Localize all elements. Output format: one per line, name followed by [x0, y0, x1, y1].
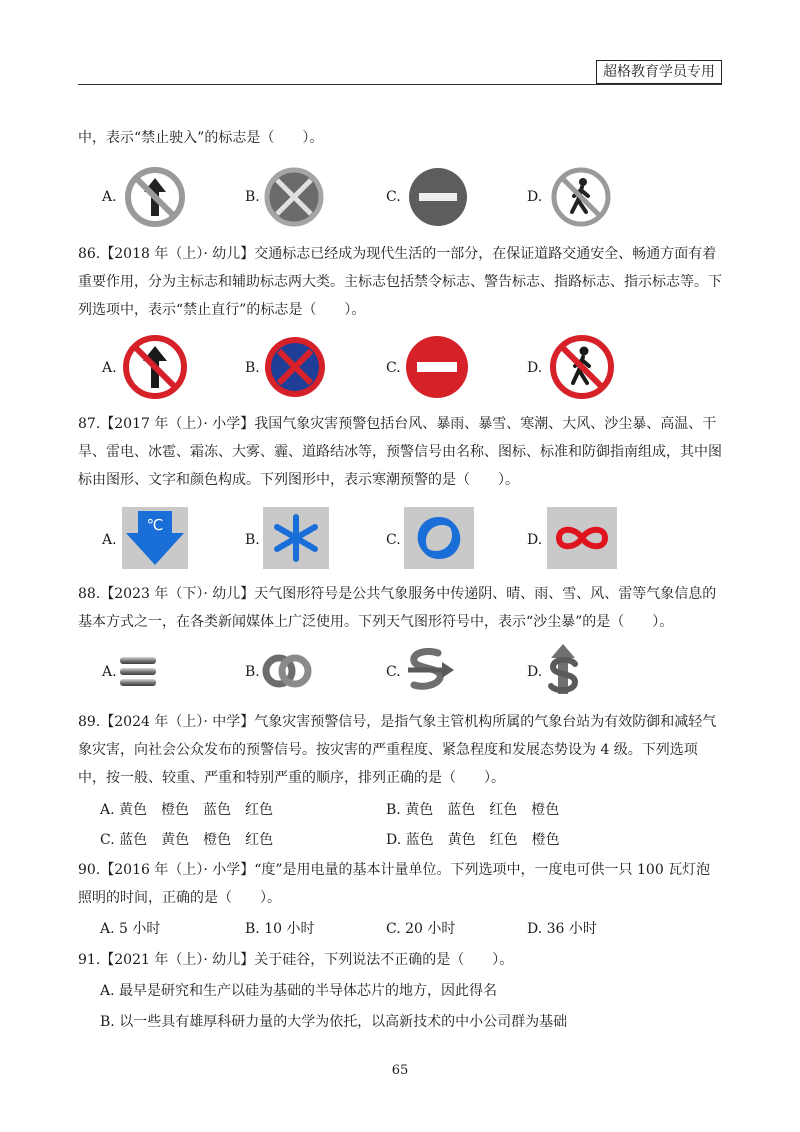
q85-option-a-label: A.	[102, 189, 117, 205]
q86-option-d-label: D.	[527, 360, 543, 376]
snowflake-icon	[263, 507, 329, 569]
q89-option-d: D. 蓝色 黄色 红色 橙色	[386, 832, 560, 848]
q91-text: 91.【2021 年（上）· 幼儿】关于硅谷，下列说法不正确的是（ ）。	[78, 952, 514, 968]
q88-option-d-label: D.	[527, 664, 543, 680]
q90-option-c: C. 20 小时	[386, 921, 456, 937]
cold-wave-label: ℃	[146, 516, 164, 534]
no-parking-gray-icon	[263, 166, 325, 228]
q90-option-d: D. 36 小时	[527, 921, 597, 937]
no-entry-icon	[404, 334, 470, 400]
no-straight-gray-icon	[124, 166, 186, 228]
no-pedestrian-icon	[547, 334, 617, 400]
q90-option-a: A. 5 小时	[100, 921, 161, 937]
q89-option-c: C. 蓝色 黄色 橙色 红色	[100, 832, 274, 848]
q88-text: 88.【2023 年（下）· 幼儿】天气图形符号是公共气象服务中传递阴、晴、雨、雪、风、雷等气象信息的基本方式之一，在各类新闻媒体上广泛使用。下列天气图形符号中，表示“沙尘暴”的是（ ）。	[78, 586, 717, 630]
no-entry-gray-icon	[407, 166, 469, 228]
q89-option-a: A. 黄色 橙色 蓝色 红色	[100, 802, 274, 818]
q86-option-a-label: A.	[102, 360, 117, 376]
q85-option-c-label: C.	[386, 189, 401, 205]
q86-option-b-label: B.	[245, 360, 260, 376]
q87-option-a-label: A.	[102, 532, 117, 548]
q86-text: 86.【2018 年（上）· 幼儿】交通标志已经成为现代生活的一部分，在保证道路交通安全、畅通方面有着重要作用，分为主标志和辅助标志两大类。主标志包括禁令标志、警告标志、指路标志、指示标志等。下列选项中，表示“禁止直行”的标志是（ ）。	[78, 246, 722, 318]
q87-option-b-label: B.	[245, 532, 260, 548]
q90-option-b: B. 10 小时	[245, 921, 315, 937]
q85-option-b-label: B.	[245, 189, 260, 205]
q85-tail: 中，表示“禁止驶入”的标志是（ ）。	[78, 130, 324, 146]
cold-wave-icon	[122, 507, 188, 569]
q90-text: 90.【2016 年（上）· 小学】“度”是用电量的基本计量单位。下列选项中，一度电可供一只 100 瓦灯泡照明的时间，正确的是（ ）。	[78, 862, 711, 906]
dust-dollar-icon	[545, 642, 581, 698]
q87-text: 87.【2017 年（上）· 小学】我国气象灾害预警包括台风、暴雨、暴雪、寒潮、大风、沙尘暴、高温、干旱、雷电、冰雹、霜冻、大雾、霾、道路结冰等，预警信号由名称、图标、标准和防御指南组成，其中图标由图形、文字和颜色构成。下列图形中，表示寒潮预警的是（ ）。	[78, 416, 722, 488]
q87-option-c-label: C.	[386, 532, 401, 548]
q89-option-b: B. 黄色 蓝色 红色 橙色	[386, 802, 560, 818]
infinity-haze-icon	[547, 507, 617, 569]
q87-option-d-label: D.	[527, 532, 543, 548]
header-tag: 超格教育学员专用	[596, 60, 722, 84]
no-pedestrian-gray-icon	[548, 166, 614, 228]
q89-text: 89.【2024 年（上）· 中学】气象灾害预警信号，是指气象主管机构所属的气象台站为有效防御和减轻气象灾害，向社会公众发布的预警信号。按灾害的严重程度、紧急程度和发展态势设为 4 级。下列选项中，按一般、较重、严重和特别严重的顺序，排列正确的是（ ）。	[78, 714, 717, 786]
q86-option-c-label: C.	[386, 360, 401, 376]
q88-option-a-label: A.	[102, 664, 117, 680]
q88-option-b-label: B.	[245, 664, 260, 680]
haze-rings-icon	[262, 652, 312, 690]
header-rule	[78, 84, 722, 85]
sandstorm-arrow-icon	[404, 647, 456, 693]
q85-option-d-label: D.	[527, 189, 543, 205]
q91-option-a: A. 最早是研究和生产以硅为基础的半导体芯片的地方，因此得名	[100, 983, 498, 999]
no-parking-icon	[262, 334, 328, 400]
q91-option-b: B. 以一些具有雄厚科研力量的大学为依托，以高新技术的中小公司群为基础	[100, 1014, 568, 1030]
q88-option-c-label: C.	[386, 664, 401, 680]
page-number: 65	[391, 1063, 409, 1078]
typhoon-icon	[404, 507, 474, 569]
no-straight-icon	[122, 334, 188, 400]
fog-lines-icon	[118, 655, 158, 689]
